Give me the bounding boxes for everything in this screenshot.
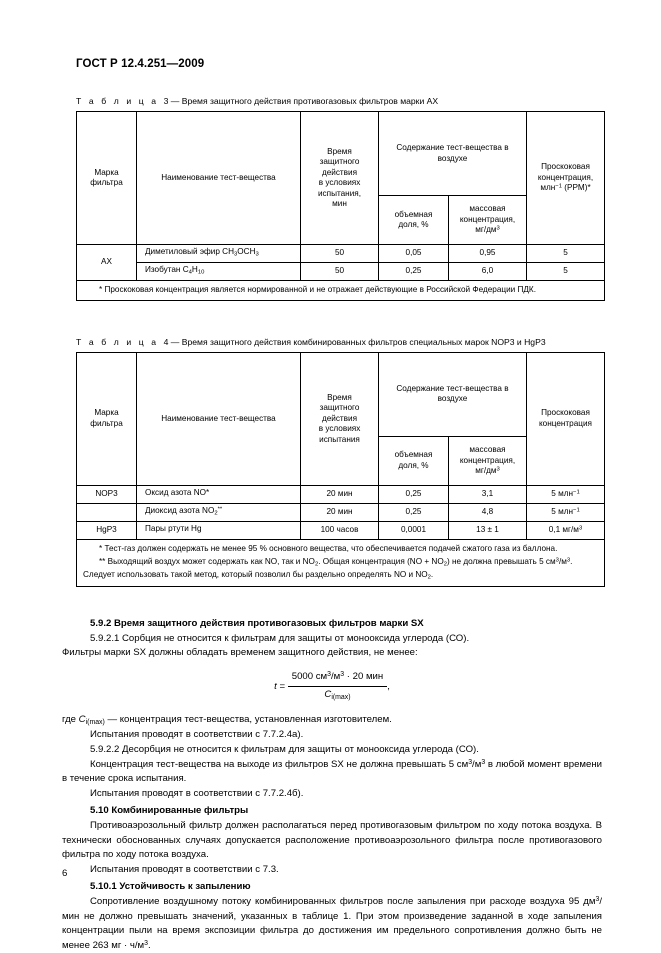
t4-fn2-b: . Общая концентрация (NO + NO: [318, 556, 444, 566]
table4-th-protection-time: [301, 352, 379, 485]
table4-caption-number: 4: [163, 336, 169, 347]
table4-header-row-1: [77, 352, 605, 436]
table4-th-volume-fraction: [379, 436, 449, 485]
table3-cell-time: 50: [301, 263, 379, 281]
table4-footnote-1: [83, 543, 598, 555]
table3-cell-volume-fraction: 0,05: [379, 245, 449, 263]
table3-cell-breakthrough: 5: [527, 245, 605, 263]
t4-fb-l2: фильтра: [90, 418, 123, 428]
t4-vf-l1: объемная: [394, 450, 433, 460]
table4-footnote-row: [77, 539, 605, 586]
t4-r2-bt-pre: 0,1 мг/м: [548, 525, 579, 535]
formula-denominator: [288, 687, 387, 703]
table4-cell-substance: [137, 521, 301, 539]
t3-bt-l3pre: млн: [540, 183, 556, 193]
table4-cell-breakthrough: [527, 521, 605, 539]
f-den-pre: C: [324, 688, 332, 700]
t4-fn2-sub1: 2: [314, 561, 319, 568]
table4-cell-breakthrough: [527, 485, 605, 503]
t3-bt-l3post: (PPM)*: [562, 183, 591, 193]
paragraph-5-10-1: [62, 895, 602, 953]
paragraph-5-9-2-2: 5.9.2.2 Десорбция не относится к фильтрам для защиты от монооксида углерода (СО).: [90, 744, 479, 755]
table3-cell-volume-fraction: 0,25: [379, 263, 449, 281]
t4-pt-l2: защитного: [319, 403, 360, 413]
p5922b-mid: /м: [472, 758, 482, 770]
t3-pt-l3: действия: [321, 167, 358, 177]
section-5-9-2-title: 5.9.2 Время защитного действия противогазовых фильтров марки SX: [90, 618, 424, 630]
table3-th-mass-conc: [449, 196, 527, 245]
table4-cell-volume-fraction: 0,25: [379, 503, 449, 521]
table3-caption-number: 3: [163, 96, 169, 106]
table3-caption-label: Т а б л и ц а: [76, 96, 159, 106]
table4-cell-volume-fraction: 0,0001: [379, 521, 449, 539]
f-num-mid: /м: [330, 671, 341, 683]
t3-pt-l5: испытания,: [317, 188, 361, 198]
t3-mc-l1: массовая: [469, 204, 506, 214]
t3-bt-l3sup: −1: [555, 183, 562, 190]
table3-cell-mass-conc: 6,0: [449, 263, 527, 281]
t3-r1-sub-pre: Изобутан C: [145, 265, 189, 275]
t4-r0-bt-pre: 5 млн: [551, 489, 574, 499]
formula-comma: ,: [387, 681, 390, 692]
body-text: [62, 617, 602, 953]
paragraph-5-10-test: Испытания проводят в соответствии с 7.3.: [90, 863, 279, 875]
table-spacer: [62, 301, 602, 337]
section-5-10-1-title: 5.10.1 Устойчивость к запылению: [90, 881, 251, 893]
table-4: [76, 352, 605, 587]
t4-r1-bt-pre: 5 млн: [551, 507, 574, 517]
t3-bt-l1: Проскоковая: [541, 162, 590, 172]
table3-cell-mass-conc: 0,95: [449, 245, 527, 263]
table3-th-breakthrough: [527, 112, 605, 245]
table4-cell-volume-fraction: 0,25: [379, 485, 449, 503]
formula-where-line: [62, 713, 602, 728]
t4-fn2-sup2: 3: [566, 557, 571, 564]
page-number: 6: [62, 868, 68, 879]
table3-footnote-row: [77, 281, 605, 301]
page-title: ГОСТ Р 12.4.251—2009: [76, 58, 205, 70]
table4-cell-brand: [77, 503, 137, 521]
f-den-sub: i(max): [331, 693, 351, 701]
p5922b-pre: Концентрация тест-вещества на выходе из фильтров SX не должна превышать 5 см: [90, 758, 469, 770]
table4-cell-time: 20 мин: [301, 503, 379, 521]
t4-r0-bt-sup: −1: [573, 489, 580, 496]
p5922b-sup1: 3: [468, 758, 473, 766]
t3-r1-sub2: 10: [197, 270, 205, 277]
where-var: C: [78, 714, 86, 726]
table4-cell-mass-conc: 3,1: [449, 485, 527, 503]
table3-th-filter-brand-l1: Марка: [94, 167, 119, 177]
formula-equals: =: [279, 681, 286, 692]
t4-pt-l5: испытания: [319, 434, 360, 444]
t4-mc-unit-sup: 3: [496, 466, 500, 473]
t3-pt-l6: мин: [332, 199, 347, 208]
table3-th-test-substance: Наименование тест-вещества: [137, 112, 301, 245]
formula-lhs: t: [274, 681, 277, 692]
t3-vf-l2: доля, %: [398, 220, 429, 229]
t4-fn2-d: /м: [558, 556, 567, 566]
table-row: [77, 503, 605, 521]
t3-mc-l2: концентрация,: [459, 214, 516, 224]
table3-cell-breakthrough: 5: [527, 263, 605, 281]
table4-footnote-2: [83, 556, 598, 582]
t4-fn2-a: ** Выходящий воздух может содержать как NO, так и NO: [99, 556, 315, 566]
t4-fn2-sub3: 2: [427, 574, 431, 581]
f-num-pre: 5000 см: [291, 671, 328, 683]
table4-th-breakthrough: [527, 352, 605, 485]
t4-vf-l2: доля, %: [398, 460, 429, 470]
t3-r0-sub-pre: Диметиловый эфир CH: [145, 247, 234, 257]
table3-cell-substance: [137, 245, 301, 263]
t3-r0-sub-mid: OCH: [237, 247, 256, 257]
p5922b-post: в любой момент времени в течение срока испытания.: [62, 758, 603, 785]
table4-th-filter-brand: [77, 352, 137, 485]
table4-footnote-1-text: * Тест-газ должен содержать не менее 95 % основного вещества, что обеспечивается подачей сжатого газа из баллона.: [99, 543, 558, 553]
table4-cell-substance: [137, 485, 301, 503]
table3-caption: [76, 96, 602, 106]
t3-vf-l1: объемная: [394, 209, 433, 219]
t4-bt-l1: Проскоковая: [541, 408, 590, 418]
page-content: [62, 58, 602, 953]
paragraph-5-9-2-2-b: [62, 758, 602, 787]
t3-r1-sub-mid: H: [191, 265, 198, 275]
table3-cell-substance: [137, 263, 301, 281]
t4-fn2-f: .: [430, 569, 434, 579]
table3-th-volume-fraction: [379, 196, 449, 245]
table4-cell-brand: HgP3: [77, 521, 137, 539]
formula-fraction: [288, 670, 387, 703]
table4-cell-brand: NOP3: [77, 485, 137, 503]
table-row: [77, 485, 605, 503]
t4-r1-sub-post: **: [217, 506, 223, 513]
table-row: [77, 521, 605, 539]
formula-numerator: [288, 670, 387, 687]
paragraph-5-9-2-1: 5.9.2.1 Сорбция не относится к фильтрам для защиты от монооксида углерода (СО).: [90, 632, 470, 644]
table4-caption: [76, 337, 602, 347]
t4-r0-sub-pre: Оксид азота NO*: [145, 488, 210, 498]
table3-th-filter-brand: [77, 112, 137, 245]
t3-r1-sub1: 4: [188, 270, 192, 277]
table4-th-test-substance: Наименование тест-вещества: [137, 352, 301, 485]
t4-mc-unit: мг/дм: [475, 466, 497, 476]
t4-pt-l1: Время: [327, 392, 352, 402]
t3-pt-l2: защитного: [319, 157, 360, 166]
table3-caption-text: — Время защитного действия противогазовых фильтров марки АХ: [170, 96, 439, 106]
t4-fn2-e: . Следует использовать такой метод, который позволил бы раздельно определять NO и NO: [83, 556, 573, 579]
formula-protection-time: [62, 670, 602, 703]
table3-header-row-1: [77, 112, 605, 196]
table4-th-mass-conc: [449, 436, 527, 485]
table4-cell-time: 100 часов: [301, 521, 379, 539]
t4-fn2-sub2: 2: [443, 561, 447, 568]
t4-pt-l4: в условиях: [318, 424, 361, 434]
t3-mc-unit-sup: 3: [496, 225, 500, 232]
t4-pt-l3: действия: [321, 413, 358, 423]
p5101-sup2: 3: [144, 939, 148, 947]
table3-cell-brand: АХ: [77, 245, 137, 281]
paragraph-5-10: Противоаэрозольный фильтр должен располагаться перед противогазовым фильтром по ходу потока воздуха. В технически обоснованных случаях допускается расположение противоаэрозольного фильтра после противогазового фильтра по ходу потока воздуха.: [62, 820, 602, 861]
table4-cell-mass-conc: 4,8: [449, 503, 527, 521]
t3-r0-sub1: 3: [234, 252, 238, 259]
table4-th-content-group: Содержание тест-вещества в воздухе: [379, 352, 527, 436]
t4-r1-bt-sup: −1: [573, 507, 580, 514]
t4-r2-sub-pre: Пары ртути Hg: [145, 524, 202, 534]
p5101-mid: /мин не должно превышать значений, указанных в таблице 1. При этом произведение заданной в ходе запыления концентрации пыли на время экспозиции фильтра до достижения им предельного сопротивления должно быть не менее 263 мг · ч/м: [62, 896, 602, 951]
section-5-10-title: 5.10 Комбинированные фильтры: [90, 805, 249, 817]
f-num-post: · 20 мин: [344, 671, 384, 683]
paragraph-test-b: Испытания проводят в соответствии с 7.7.2.4б).: [90, 787, 304, 799]
table3-th-filter-brand-l2: фильтра: [90, 178, 123, 187]
table4-footnotes: [77, 539, 605, 586]
p5101-post: .: [147, 939, 151, 951]
table3-cell-time: 50: [301, 245, 379, 263]
t4-r1-sub: 2: [214, 510, 218, 517]
t4-r2-bt-sup: 3: [578, 525, 583, 532]
f-num-sup2: 3: [340, 670, 345, 678]
t3-bt-l2: концентрация,: [537, 172, 594, 182]
t3-r0-sub2: 3: [255, 252, 259, 259]
table4-cell-substance: [137, 503, 301, 521]
where-post: — концентрация тест-вещества, установленная изготовителем.: [104, 714, 392, 726]
paragraph-5-9-2-1-b: Фильтры марки SX должны обладать временем защитного действия, не менее:: [62, 647, 418, 659]
table4-cell-mass-conc: 13 ± 1: [449, 521, 527, 539]
p5922b-sup2: 3: [481, 758, 486, 766]
p5101-pre: Сопротивление воздушному потоку комбинированных фильтров после запыления при расходе воздуха 95 дм: [90, 896, 596, 907]
table4-cell-time: 20 мин: [301, 485, 379, 503]
t3-mc-unit: мг/дм: [475, 225, 497, 235]
table3-th-protection-time: [301, 112, 379, 245]
table-row: [77, 263, 605, 281]
where-var-sub: i(max): [85, 718, 105, 726]
t4-mc-l2: концентрация,: [459, 455, 516, 465]
table3-th-content-group: Содержание тест-вещества в воздухе: [379, 112, 527, 196]
t3-pt-l4: в условиях: [318, 178, 361, 187]
table4-caption-label: Т а б л и ц а: [76, 336, 159, 347]
f-num-sup1: 3: [327, 670, 331, 678]
p5101-sup1: 3: [595, 895, 600, 903]
t4-bt-l2: концентрация: [539, 418, 592, 428]
t4-fn2-sup1: 3: [555, 557, 559, 564]
t4-r1-sub-pre: Диоксид азота NO: [145, 506, 215, 516]
t4-mc-l1: массовая: [469, 445, 506, 455]
table-row: [77, 245, 605, 263]
t4-fn2-c: ) не должна превышать 5 см: [446, 556, 556, 566]
table4-caption-text: — Время защитного действия комбинированных фильтров специальных марок NOP3 и HgP3: [170, 336, 546, 347]
t4-fb-l1: Марка: [94, 408, 119, 418]
paragraph-test-a: Испытания проводят в соответствии с 7.7.2.4а).: [90, 729, 304, 741]
table3-footnote: * Проскоковая концентрация является нормированной и не отражает действующие в Российской Федерации ПДК.: [77, 281, 605, 301]
t3-pt-l1: Время: [327, 146, 352, 156]
table4-cell-breakthrough: [527, 503, 605, 521]
where-pre: где: [62, 714, 79, 726]
table-3: [76, 111, 605, 301]
